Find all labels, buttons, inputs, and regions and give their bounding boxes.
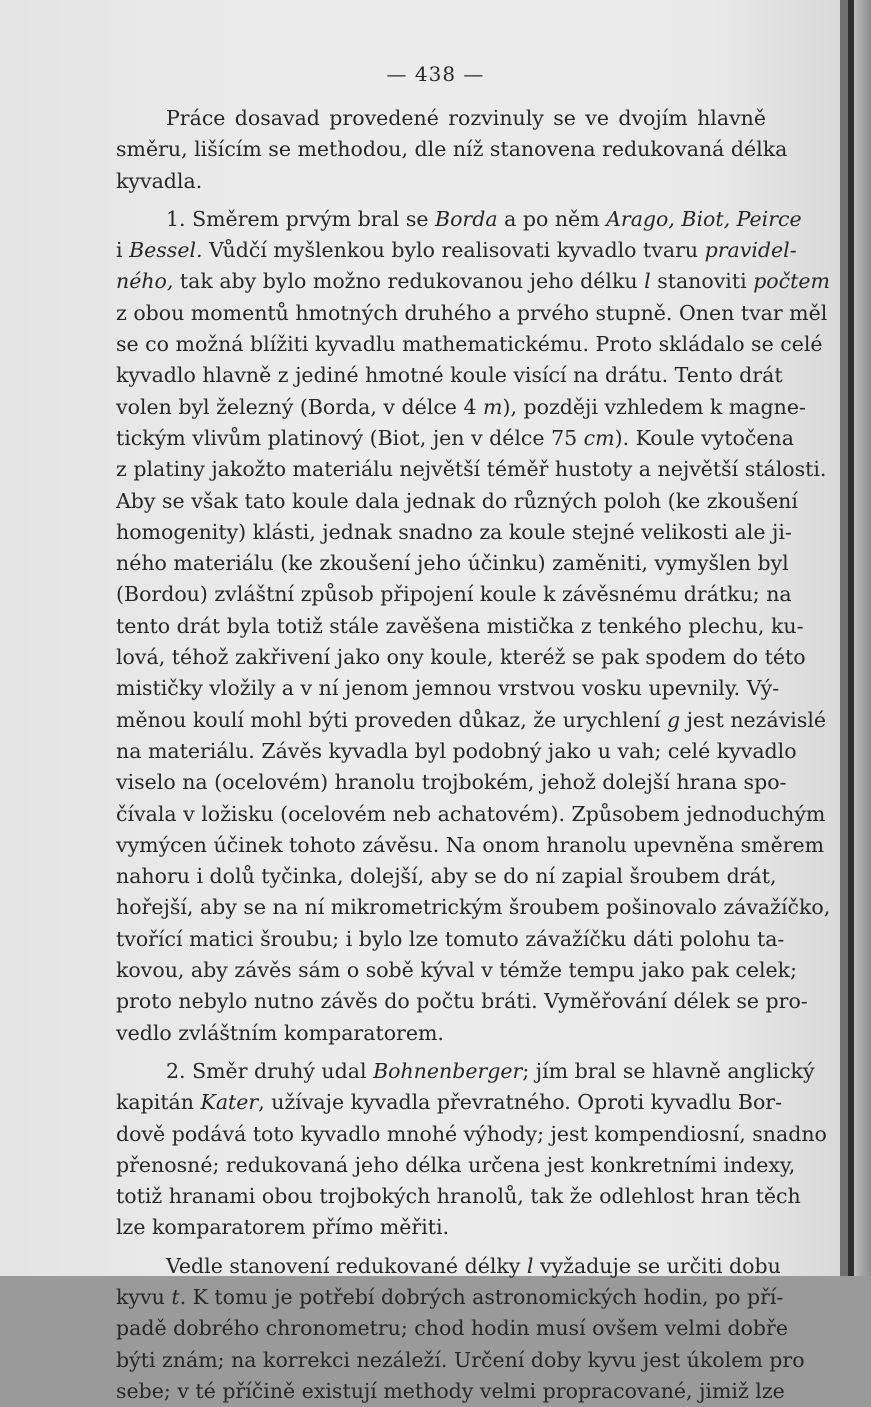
text-line xyxy=(116,1212,766,1243)
text-line xyxy=(116,986,808,1017)
italic-text: Borda xyxy=(435,206,498,231)
text-segment: . K tomu je potřebí dobrých astronomických hodin, po pří- xyxy=(179,1284,784,1309)
italic-text: t xyxy=(171,1284,180,1309)
text-line xyxy=(116,166,766,197)
text-line xyxy=(116,517,792,548)
text-line xyxy=(116,1376,785,1407)
text-segment: volen byl železný (Borda, v délce 4 xyxy=(116,394,484,419)
text-line xyxy=(116,329,823,360)
text-segment: směru, lišícím se methodou, dle níž stanovena redukovaná délka xyxy=(116,137,788,162)
text-segment: jest nezávislé xyxy=(680,707,827,732)
text-line xyxy=(116,799,826,830)
text-line xyxy=(116,454,827,485)
text-segment: tento drát byla totiž stále zavěšena mistička z tenkého plechu, ku- xyxy=(116,613,804,638)
page-edge-shadow xyxy=(840,0,848,1276)
text-segment: ného materiálu (ke zkoušení jeho účinku) zaměniti, vymyšlen byl xyxy=(116,551,789,576)
text-line xyxy=(116,955,797,986)
text-segment: přenosné; redukovaná jeho délka určena jest konkretními indexy, xyxy=(116,1152,796,1177)
text-segment: ; jím bral se hlavně anglický xyxy=(522,1058,815,1083)
text-line xyxy=(116,924,785,955)
text-line xyxy=(116,642,806,673)
italic-text: Bessel. xyxy=(129,238,203,263)
text-line xyxy=(116,673,780,704)
italic-text: g xyxy=(666,707,681,732)
text-segment: kyvadlo hlavně z jediné hmotné koule visící na drátu. Tento drát xyxy=(116,363,783,388)
text-segment: lze komparatorem přímo měřiti. xyxy=(116,1215,450,1240)
italic-text: cm xyxy=(583,425,615,450)
text-line xyxy=(116,1150,796,1181)
text-line xyxy=(116,298,828,329)
text-segment: na materiálu. Závěs kyvadla byl podobný jako u vah; celé kyvadlo xyxy=(116,738,797,763)
text-segment: Aby se však tato koule dala jednak do různých poloh (ke zkoušení xyxy=(116,488,798,513)
text-line xyxy=(116,1313,788,1344)
text-segment: kyvadla. xyxy=(116,168,203,193)
text-line xyxy=(116,266,830,297)
text-line xyxy=(116,360,783,391)
text-segment: dově podává toto kyvadlo mnohé výhody; jest kompendiosní, snadno xyxy=(116,1121,827,1146)
text-line xyxy=(116,1282,784,1313)
text-segment: proto nebylo nutno závěs do počtu bráti. Vyměřování délek se pro- xyxy=(116,989,808,1014)
text-segment: kapitán xyxy=(116,1090,201,1115)
italic-text: m xyxy=(483,394,503,419)
text-segment: stanoviti xyxy=(650,269,754,294)
italic-text: l xyxy=(526,1253,534,1278)
text-segment: , užívaje kyvadla převratného. Oproti kyvadlu Bor- xyxy=(258,1090,783,1115)
text-line xyxy=(116,548,789,579)
text-line xyxy=(116,1251,781,1282)
text-segment: 2. Směr druhý udal xyxy=(166,1058,374,1083)
text-segment: z obou momentů hmotných druhého a prvého stupně. Onen tvar měl xyxy=(116,300,828,325)
text-line xyxy=(116,204,802,235)
italic-text: Kater xyxy=(200,1090,259,1115)
text-segment: se co možná blížiti kyvadlu mathematickému. Proto skládalo se celé xyxy=(116,332,823,357)
text-segment: sebe; v té příčině existují methody velmi propracované, jimiž lze xyxy=(116,1378,785,1403)
text-line xyxy=(116,611,804,642)
text-segment: vyžaduje se určiti dobu xyxy=(533,1253,781,1278)
italic-text: pravidel- xyxy=(704,238,797,263)
text-line xyxy=(116,235,797,266)
text-segment: Práce dosavad provedené rozvinuly se ve dvojím hlavně xyxy=(166,106,766,130)
text-segment: Vůdčí myšlenkou bylo realisovati kyvadlo tvaru xyxy=(202,238,705,263)
page-number: — 438 — xyxy=(386,62,485,86)
text-line xyxy=(116,1119,827,1150)
text-segment: Vedle stanovení redukované délky xyxy=(166,1253,527,1278)
text-segment: vymýcen účinek tohoto závěsu. Na onom hranolu upevněna směrem xyxy=(116,832,825,857)
text-line xyxy=(116,1345,805,1376)
text-segment: a po něm xyxy=(497,206,607,231)
text-segment: ), později vzhledem k magne- xyxy=(502,394,806,419)
italic-text: počtem xyxy=(753,269,830,294)
text-segment: hořejší, aby se na ní mikrometrickým šroubem pošinovalo závažíčko, xyxy=(116,895,831,920)
text-line xyxy=(116,486,798,517)
text-line xyxy=(116,1056,815,1087)
text-segment: vedlo zvláštním komparatorem. xyxy=(116,1020,444,1045)
text-segment: čívala v ložisku (ocelovém neb achatovém). Způsobem jednoduchým xyxy=(116,801,826,826)
text-segment: mističky vložily a v ní jenom jemnou vrstvou vosku upevnily. Vý- xyxy=(116,676,780,701)
text-line xyxy=(116,705,827,736)
text-segment: nahoru i dolů tyčinka, dolejší, aby se do ní zapial šroubem drát, xyxy=(116,864,777,889)
text-segment: kovou, aby závěs sám o sobě kýval v témže tempu jako pak celek; xyxy=(116,958,797,983)
italic-text: Bohnenberger xyxy=(373,1058,523,1083)
body-text xyxy=(116,103,831,1407)
text-line xyxy=(116,736,797,767)
text-line xyxy=(116,1018,766,1049)
text-line xyxy=(116,423,794,454)
text-segment: viselo na (ocelovém) hranolu trojbokém, jehož dolejší hrana spo- xyxy=(116,770,787,795)
text-line xyxy=(116,1087,783,1118)
text-line xyxy=(116,1181,801,1212)
text-segment: lová, téhož zakřivení jako ony koule, kteréž se pak spodem do této xyxy=(116,645,806,670)
text-segment: totiž hranami obou trojbokých hranolů, tak že odlehlost hran těch xyxy=(116,1184,801,1209)
text-segment: i xyxy=(116,238,130,263)
text-segment: 1. Směrem prvým bral se xyxy=(166,206,436,231)
italic-text: ného, xyxy=(116,269,174,294)
text-segment: z platiny jakožto materiálu největší téměř hustoty a největší stálosti. xyxy=(116,457,827,482)
italic-text: l xyxy=(644,269,651,294)
text-line xyxy=(116,103,766,134)
text-segment: tvořící matici šroubu; i bylo lze tomuto závažíčku dáti polohu ta- xyxy=(116,926,785,951)
text-segment: tickým vlivům platinový (Biot, jen v délce 75 xyxy=(116,425,584,450)
text-line xyxy=(116,767,787,798)
next-page-edge xyxy=(854,0,871,1276)
text-line xyxy=(116,830,825,861)
text-segment: kyvu xyxy=(116,1284,172,1309)
text-segment: měnou koulí mohl býti proveden důkaz, že urychlení xyxy=(116,707,667,732)
italic-text: Arago, Biot, Peirce xyxy=(606,206,802,231)
text-segment: tak aby bylo možno redukovanou jeho délku xyxy=(173,269,645,294)
text-line xyxy=(116,579,792,610)
text-line xyxy=(116,861,777,892)
text-line xyxy=(116,892,831,923)
text-segment: homogenity) klásti, jednak snadno za koule stejné velikosti ale ji- xyxy=(116,519,792,544)
text-segment: padě dobrého chronometru; chod hodin musí ovšem velmi dobře xyxy=(116,1316,788,1341)
text-line xyxy=(116,392,806,423)
text-segment: (Bordou) zvláštní způsob připojení koule k závěsnému drátku; na xyxy=(116,582,792,607)
text-segment: býti znám; na korrekci nezáleží. Určení doby kyvu jest úkolem pro xyxy=(116,1347,805,1372)
text-segment: ). Koule vytočena xyxy=(614,425,794,450)
text-line xyxy=(116,134,788,165)
